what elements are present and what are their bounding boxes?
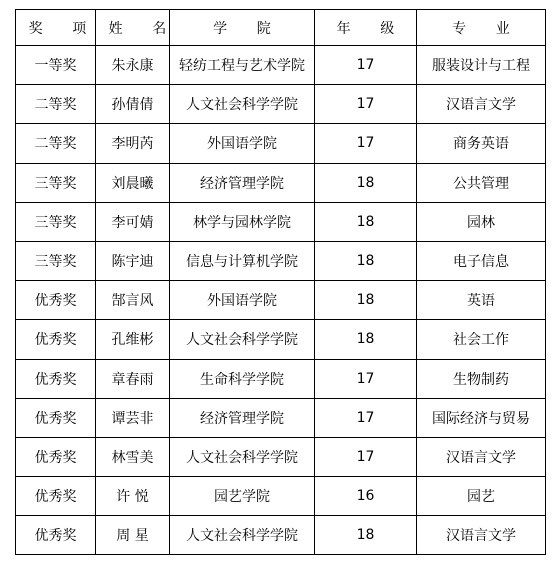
header-major: 专 业	[417, 10, 546, 46]
cell-name: 陈宇迪	[96, 241, 170, 280]
cell-college: 生命科学学院	[170, 359, 315, 398]
cell-grade: 18	[315, 320, 417, 359]
cell-grade: 18	[315, 241, 417, 280]
cell-award: 优秀奖	[16, 359, 96, 398]
cell-name: 孔维彬	[96, 320, 170, 359]
table-row	[16, 241, 546, 280]
cell-grade: 17	[315, 124, 417, 163]
award-table-container	[15, 9, 546, 555]
cell-grade: 18	[315, 281, 417, 320]
table-row	[16, 85, 546, 124]
award-table	[15, 9, 546, 555]
cell-major: 园林	[417, 202, 546, 241]
cell-college: 经济管理学院	[170, 163, 315, 202]
cell-grade: 18	[315, 202, 417, 241]
header-grade: 年 级	[315, 10, 417, 46]
cell-name: 李可婧	[96, 202, 170, 241]
cell-college: 人文社会科学学院	[170, 437, 315, 476]
table-header-row	[16, 10, 546, 46]
cell-grade: 18	[315, 516, 417, 555]
cell-award: 优秀奖	[16, 477, 96, 516]
cell-major: 国际经济与贸易	[417, 398, 546, 437]
header-award: 奖 项	[16, 10, 96, 46]
cell-award: 优秀奖	[16, 437, 96, 476]
table-row	[16, 398, 546, 437]
cell-grade: 18	[315, 163, 417, 202]
cell-major: 汉语言文学	[417, 437, 546, 476]
cell-college: 经济管理学院	[170, 398, 315, 437]
cell-major: 园艺	[417, 477, 546, 516]
table-row	[16, 202, 546, 241]
cell-college: 外国语学院	[170, 124, 315, 163]
cell-grade: 17	[315, 359, 417, 398]
header-name: 姓 名	[96, 10, 170, 46]
cell-name: 李明芮	[96, 124, 170, 163]
table-row	[16, 124, 546, 163]
cell-college: 人文社会科学学院	[170, 516, 315, 555]
cell-name: 孙倩倩	[96, 85, 170, 124]
cell-grade: 17	[315, 398, 417, 437]
cell-name: 朱永康	[96, 46, 170, 85]
cell-grade: 17	[315, 46, 417, 85]
cell-award: 优秀奖	[16, 516, 96, 555]
table-row	[16, 359, 546, 398]
cell-grade: 16	[315, 477, 417, 516]
cell-grade: 17	[315, 437, 417, 476]
cell-award: 二等奖	[16, 124, 96, 163]
cell-name: 章春雨	[96, 359, 170, 398]
cell-award: 三等奖	[16, 202, 96, 241]
cell-major: 社会工作	[417, 320, 546, 359]
cell-college: 信息与计算机学院	[170, 241, 315, 280]
table-row	[16, 477, 546, 516]
cell-college: 外国语学院	[170, 281, 315, 320]
table-row	[16, 437, 546, 476]
cell-major: 英语	[417, 281, 546, 320]
cell-award: 优秀奖	[16, 320, 96, 359]
cell-major: 汉语言文学	[417, 85, 546, 124]
cell-name: 刘晨曦	[96, 163, 170, 202]
header-college: 学 院	[170, 10, 315, 46]
cell-name: 许 悦	[96, 477, 170, 516]
cell-name: 郜言风	[96, 281, 170, 320]
cell-college: 人文社会科学学院	[170, 320, 315, 359]
cell-college: 人文社会科学学院	[170, 85, 315, 124]
cell-award: 三等奖	[16, 241, 96, 280]
cell-college: 园艺学院	[170, 477, 315, 516]
cell-name: 谭芸非	[96, 398, 170, 437]
table-row	[16, 320, 546, 359]
table-row	[16, 46, 546, 85]
table-row	[16, 163, 546, 202]
cell-major: 商务英语	[417, 124, 546, 163]
cell-grade: 17	[315, 85, 417, 124]
cell-award: 一等奖	[16, 46, 96, 85]
cell-award: 优秀奖	[16, 398, 96, 437]
cell-major: 电子信息	[417, 241, 546, 280]
cell-award: 三等奖	[16, 163, 96, 202]
table-row	[16, 281, 546, 320]
cell-name: 林雪美	[96, 437, 170, 476]
cell-award: 二等奖	[16, 85, 96, 124]
cell-award: 优秀奖	[16, 281, 96, 320]
cell-major: 生物制药	[417, 359, 546, 398]
cell-major: 汉语言文学	[417, 516, 546, 555]
cell-major: 服装设计与工程	[417, 46, 546, 85]
table-row	[16, 516, 546, 555]
cell-major: 公共管理	[417, 163, 546, 202]
cell-name: 周 星	[96, 516, 170, 555]
cell-college: 林学与园林学院	[170, 202, 315, 241]
cell-college: 轻纺工程与艺术学院	[170, 46, 315, 85]
